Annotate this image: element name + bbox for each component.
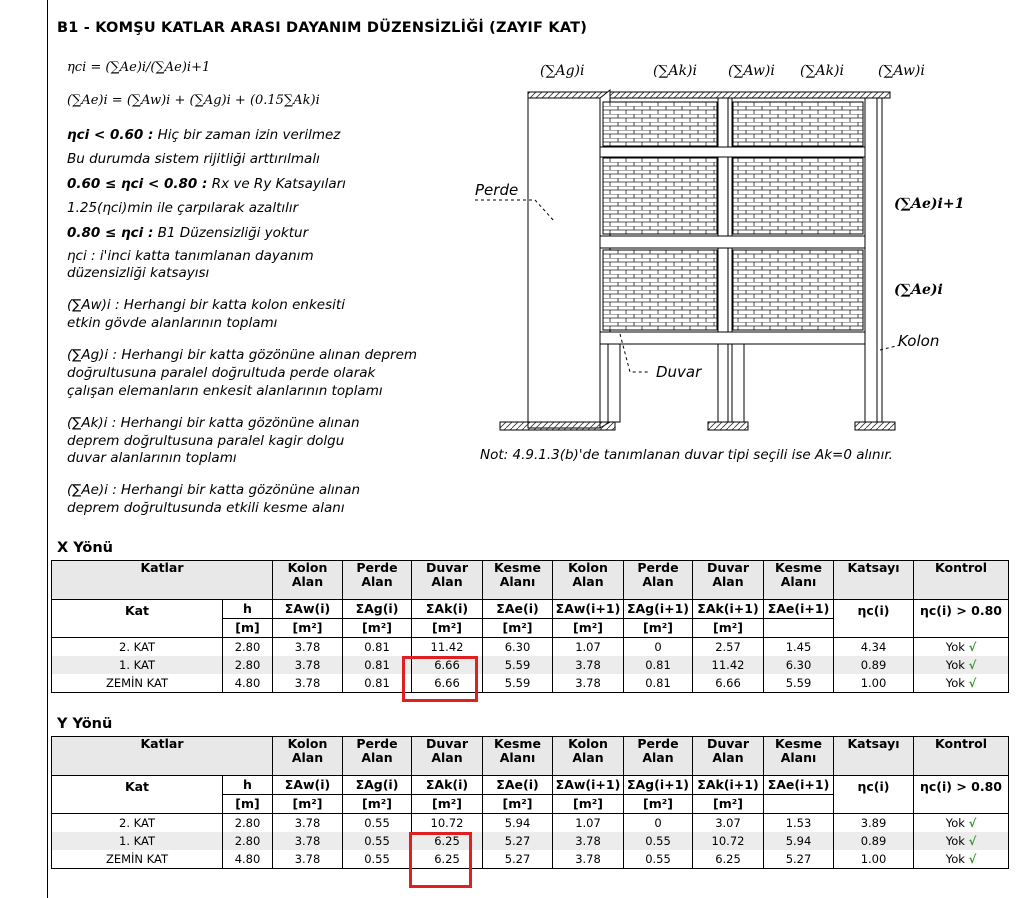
cell-aw-next: 3.78 — [553, 832, 624, 850]
column-right — [865, 98, 877, 422]
col-kolon-alan-next: Kolon Alan — [553, 561, 624, 600]
y-table — [51, 736, 1009, 869]
cell-ae: 5.94 — [483, 814, 553, 833]
col-aw-next: ΣAw(i+1) — [553, 776, 624, 795]
cell-kat: 2. KAT — [52, 814, 223, 833]
cell-eta: 3.89 — [834, 814, 914, 833]
col-ag-next: ΣAg(i+1) — [624, 776, 693, 795]
col-ak-next: ΣAk(i+1) — [693, 600, 764, 619]
unit-h: [m] — [223, 619, 273, 638]
unit-ae-next — [764, 619, 834, 638]
condition-2 — [67, 176, 346, 192]
col-ak-next: ΣAk(i+1) — [693, 776, 764, 795]
unit-ae-next — [764, 795, 834, 814]
frame-diagram — [470, 50, 965, 470]
condition-2-text: Rx ve Ry Katsayıları — [211, 176, 346, 192]
kontrol-text: Yok — [945, 658, 965, 672]
table-row — [52, 832, 1009, 850]
cell-aw-next: 3.78 — [553, 850, 624, 869]
col-katsayi: Katsayı — [834, 561, 914, 600]
cell-aw: 3.78 — [273, 674, 343, 693]
formula-eta: ηci = (∑Ae)i/(∑Ae)i+1 — [67, 60, 211, 75]
infill-1a — [603, 102, 717, 146]
label-perde: Perde — [475, 181, 519, 199]
col-duvar-alan: Duvar Alan — [412, 561, 483, 600]
condition-1-note: Bu durumda sistem rijitliği arttırılmalı — [67, 151, 320, 167]
col-eta: ηc(i) — [834, 600, 914, 638]
cell-ag-next: 0.81 — [624, 674, 693, 693]
col-ag: ΣAg(i) — [343, 600, 412, 619]
label-ae-i1: (∑Ae)i+1 — [894, 196, 965, 212]
cell-eta: 1.00 — [834, 850, 914, 869]
col-aw: ΣAw(i) — [273, 600, 343, 619]
unit-ak-next: [m²] — [693, 795, 764, 814]
cell-aw-next: 3.78 — [553, 674, 624, 693]
cell-ag: 0.55 — [343, 850, 412, 869]
cell-ak: 6.66 — [412, 656, 483, 674]
label-ak-top-1: (∑Ak)i — [653, 63, 697, 79]
condition-3-text: B1 Düzensizliği yoktur — [157, 225, 309, 241]
cell-kontrol — [914, 674, 1009, 693]
cell-ak-next: 6.66 — [693, 674, 764, 693]
cell-kontrol — [914, 656, 1009, 674]
table-row — [52, 850, 1009, 869]
cell-ag: 0.81 — [343, 656, 412, 674]
cell-ag-next: 0 — [624, 638, 693, 657]
cell-ae-next: 1.53 — [764, 814, 834, 833]
col-ae: ΣAe(i) — [483, 600, 553, 619]
page-left-border — [47, 0, 48, 898]
def-ae-2: deprem doğrultusunda etkili kesme alanı — [67, 500, 345, 516]
unit-aw-next: [m²] — [553, 619, 624, 638]
cell-eta: 1.00 — [834, 674, 914, 693]
label-aw-top-2: (∑Aw)i — [878, 63, 925, 79]
condition-1-text: Hiç bir zaman izin verilmez — [157, 127, 341, 143]
kontrol-text: Yok — [945, 816, 965, 830]
kontrol-text: Yok — [945, 852, 965, 866]
cell-ag-next: 0 — [624, 814, 693, 833]
col-katlar: Katlar — [52, 561, 273, 600]
label-aw-top-1: (∑Aw)i — [728, 63, 775, 79]
cell-ak: 6.66 — [412, 674, 483, 693]
col-aw-next: ΣAw(i+1) — [553, 600, 624, 619]
shear-wall — [528, 90, 610, 428]
check-icon: √ — [968, 816, 977, 830]
cell-ae-next: 5.94 — [764, 832, 834, 850]
y-section-title: Y Yönü — [57, 716, 113, 732]
table-subheader-row — [52, 776, 1009, 795]
cell-h: 2.80 — [223, 656, 273, 674]
col-kat: Kat — [52, 776, 223, 814]
col-eta-check: ηc(i) > 0.80 — [914, 776, 1009, 814]
highlight-box-y — [409, 832, 472, 888]
def-ak-2: deprem doğrultusuna paralel kagir dolgu — [67, 433, 345, 449]
col-perde-alan: Perde Alan — [343, 737, 412, 776]
kontrol-text: Yok — [945, 676, 965, 690]
unit-ag: [m²] — [343, 619, 412, 638]
table-header-row — [52, 561, 1009, 600]
cell-aw: 3.78 — [273, 814, 343, 833]
cell-ae: 5.27 — [483, 850, 553, 869]
cell-kontrol — [914, 638, 1009, 657]
cell-aw: 3.78 — [273, 656, 343, 674]
condition-3 — [67, 225, 308, 241]
figure-note: Not: 4.9.1.3(b)'de tanımlanan duvar tipi seçili ise Ak=0 alınır. — [480, 447, 893, 463]
table-row — [52, 814, 1009, 833]
cell-ae-next: 6.30 — [764, 656, 834, 674]
cell-kontrol — [914, 832, 1009, 850]
def-aw: (∑Aw)i : Herhangi bir katta kolon enkesiti — [67, 297, 345, 313]
cell-ag: 0.55 — [343, 814, 412, 833]
col-ag: ΣAg(i) — [343, 776, 412, 795]
cell-aw: 3.78 — [273, 850, 343, 869]
formula-ae: (∑Ae)i = (∑Aw)i + (∑Ag)i + (0.15∑Ak)i — [67, 93, 320, 108]
highlight-box-x — [402, 656, 478, 702]
table-subheader-row — [52, 600, 1009, 619]
def-ak: (∑Ak)i : Herhangi bir katta gözönüne alınan — [67, 415, 360, 431]
col-ae-next: ΣAe(i+1) — [764, 776, 834, 795]
cell-ak: 11.42 — [412, 638, 483, 657]
check-icon: √ — [968, 676, 977, 690]
cell-ae-next: 5.59 — [764, 674, 834, 693]
cell-ak: 6.25 — [412, 850, 483, 869]
unit-aw-next: [m²] — [553, 795, 624, 814]
table-row — [52, 656, 1009, 674]
col-h: h — [223, 600, 273, 619]
unit-ak-next: [m²] — [693, 619, 764, 638]
cell-kat: ZEMİN KAT — [52, 674, 223, 693]
check-icon: √ — [968, 658, 977, 672]
col-kesme-alani-next: Kesme Alanı — [764, 737, 834, 776]
table-row — [52, 674, 1009, 693]
label-kolon: Kolon — [898, 332, 940, 350]
unit-ak: [m²] — [412, 795, 483, 814]
unit-ag-next: [m²] — [624, 619, 693, 638]
col-katsayi: Katsayı — [834, 737, 914, 776]
cell-ak-next: 2.57 — [693, 638, 764, 657]
check-icon: √ — [968, 852, 977, 866]
def-aw-2: etkin gövde alanlarının toplamı — [67, 315, 278, 331]
cell-eta: 0.89 — [834, 832, 914, 850]
def-eta-2: düzensizliği katsayısı — [67, 265, 210, 281]
condition-1 — [67, 127, 340, 143]
unit-ae: [m²] — [483, 619, 553, 638]
cell-eta: 4.34 — [834, 638, 914, 657]
cell-ag: 0.81 — [343, 674, 412, 693]
cell-aw: 3.78 — [273, 832, 343, 850]
cell-ag-next: 0.55 — [624, 832, 693, 850]
col-duvar-alan-next: Duvar Alan — [693, 737, 764, 776]
cell-ag: 0.81 — [343, 638, 412, 657]
cell-kat: 1. KAT — [52, 656, 223, 674]
col-kontrol: Kontrol — [914, 737, 1009, 776]
check-icon: √ — [968, 834, 977, 848]
col-eta-check: ηc(i) > 0.80 — [914, 600, 1009, 638]
col-aw: ΣAw(i) — [273, 776, 343, 795]
cell-kat: 1. KAT — [52, 832, 223, 850]
infill-3b — [733, 250, 863, 330]
cell-ak: 10.72 — [412, 814, 483, 833]
col-ag-next: ΣAg(i+1) — [624, 600, 693, 619]
top-beam — [528, 92, 890, 98]
cell-aw-next: 1.07 — [553, 638, 624, 657]
col-duvar-alan: Duvar Alan — [412, 737, 483, 776]
cell-kontrol — [914, 814, 1009, 833]
kontrol-text: Yok — [945, 640, 965, 654]
cell-ag-next: 0.81 — [624, 656, 693, 674]
col-kolon-alan: Kolon Alan — [273, 737, 343, 776]
col-kolon-alan: Kolon Alan — [273, 561, 343, 600]
col-ae: ΣAe(i) — [483, 776, 553, 795]
unit-h: [m] — [223, 795, 273, 814]
cell-h: 2.80 — [223, 638, 273, 657]
unit-ak: [m²] — [412, 619, 483, 638]
check-icon: √ — [968, 640, 977, 654]
col-kontrol: Kontrol — [914, 561, 1009, 600]
col-ae-next: ΣAe(i+1) — [764, 600, 834, 619]
condition-2-note: 1.25(ηci)min ile çarpılarak azaltılır — [67, 200, 299, 216]
condition-2-expr: 0.60 ≤ ηci < 0.80 : — [67, 176, 208, 192]
unit-ag: [m²] — [343, 795, 412, 814]
cell-ae: 5.59 — [483, 674, 553, 693]
table-header-row — [52, 737, 1009, 776]
cell-h: 4.80 — [223, 674, 273, 693]
infill-2a — [603, 158, 717, 234]
label-ag-top: (∑Ag)i — [540, 63, 585, 79]
condition-3-expr: 0.80 ≤ ηci : — [67, 225, 154, 241]
col-kesme-alani: Kesme Alanı — [483, 561, 553, 600]
x-table — [51, 560, 1009, 693]
def-ag: (∑Ag)i : Herhangi bir katta gözönüne alınan deprem — [67, 347, 418, 363]
unit-aw: [m²] — [273, 795, 343, 814]
label-ae-i: (∑Ae)i — [894, 282, 943, 298]
cell-kat: ZEMİN KAT — [52, 850, 223, 869]
condition-1-expr: ηci < 0.60 : — [67, 127, 154, 143]
cell-ak-next: 3.07 — [693, 814, 764, 833]
col-kolon-alan-next: Kolon Alan — [553, 737, 624, 776]
cell-ae: 5.27 — [483, 832, 553, 850]
infill-2b — [733, 158, 863, 234]
unit-ag-next: [m²] — [624, 795, 693, 814]
cell-ag: 0.55 — [343, 832, 412, 850]
cell-kat: 2. KAT — [52, 638, 223, 657]
infill-3a — [603, 250, 717, 330]
ground-supports — [500, 422, 895, 430]
cell-ae-next: 1.45 — [764, 638, 834, 657]
def-ak-3: duvar alanlarının toplamı — [67, 450, 237, 466]
def-ag-3: çalışan elemanların enkesit alanlarının toplamı — [67, 383, 383, 399]
cell-aw-next: 3.78 — [553, 656, 624, 674]
cell-ae: 6.30 — [483, 638, 553, 657]
unit-ae: [m²] — [483, 795, 553, 814]
col-kesme-alani-next: Kesme Alanı — [764, 561, 834, 600]
cell-kontrol — [914, 850, 1009, 869]
cell-ag-next: 0.55 — [624, 850, 693, 869]
table-row — [52, 638, 1009, 657]
cell-ak-next: 6.25 — [693, 850, 764, 869]
col-ak: ΣAk(i) — [412, 776, 483, 795]
col-eta: ηc(i) — [834, 776, 914, 814]
col-duvar-alan-next: Duvar Alan — [693, 561, 764, 600]
cell-ak-next: 10.72 — [693, 832, 764, 850]
cell-eta: 0.89 — [834, 656, 914, 674]
page-title: B1 - KOMŞU KATLAR ARASI DAYANIM DÜZENSİZLİĞİ (ZAYIF KAT) — [57, 20, 588, 36]
col-perde-alan: Perde Alan — [343, 561, 412, 600]
def-ag-2: doğrultusuna paralel doğrultuda perde olarak — [67, 365, 376, 381]
label-ak-top-2: (∑Ak)i — [800, 63, 844, 79]
x-section-title: X Yönü — [57, 540, 114, 556]
cell-ae-next: 5.27 — [764, 850, 834, 869]
col-kat: Kat — [52, 600, 223, 638]
infill-1b — [733, 102, 863, 146]
cell-aw: 3.78 — [273, 638, 343, 657]
def-ae: (∑Ae)i : Herhangi bir katta gözönüne alınan — [67, 482, 361, 498]
col-kesme-alani: Kesme Alanı — [483, 737, 553, 776]
col-h: h — [223, 776, 273, 795]
cell-h: 2.80 — [223, 832, 273, 850]
unit-aw: [m²] — [273, 619, 343, 638]
cell-aw-next: 1.07 — [553, 814, 624, 833]
col-perde-alan-next: Perde Alan — [624, 737, 693, 776]
def-eta: ηci : i'inci katta tanımlanan dayanım — [67, 248, 314, 264]
col-ak: ΣAk(i) — [412, 600, 483, 619]
kontrol-text: Yok — [945, 834, 965, 848]
cell-h: 2.80 — [223, 814, 273, 833]
col-perde-alan-next: Perde Alan — [624, 561, 693, 600]
cell-ae: 5.59 — [483, 656, 553, 674]
cell-h: 4.80 — [223, 850, 273, 869]
cell-ak: 6.25 — [412, 832, 483, 850]
col-katlar: Katlar — [52, 737, 273, 776]
cell-ak-next: 11.42 — [693, 656, 764, 674]
label-duvar: Duvar — [656, 363, 702, 381]
